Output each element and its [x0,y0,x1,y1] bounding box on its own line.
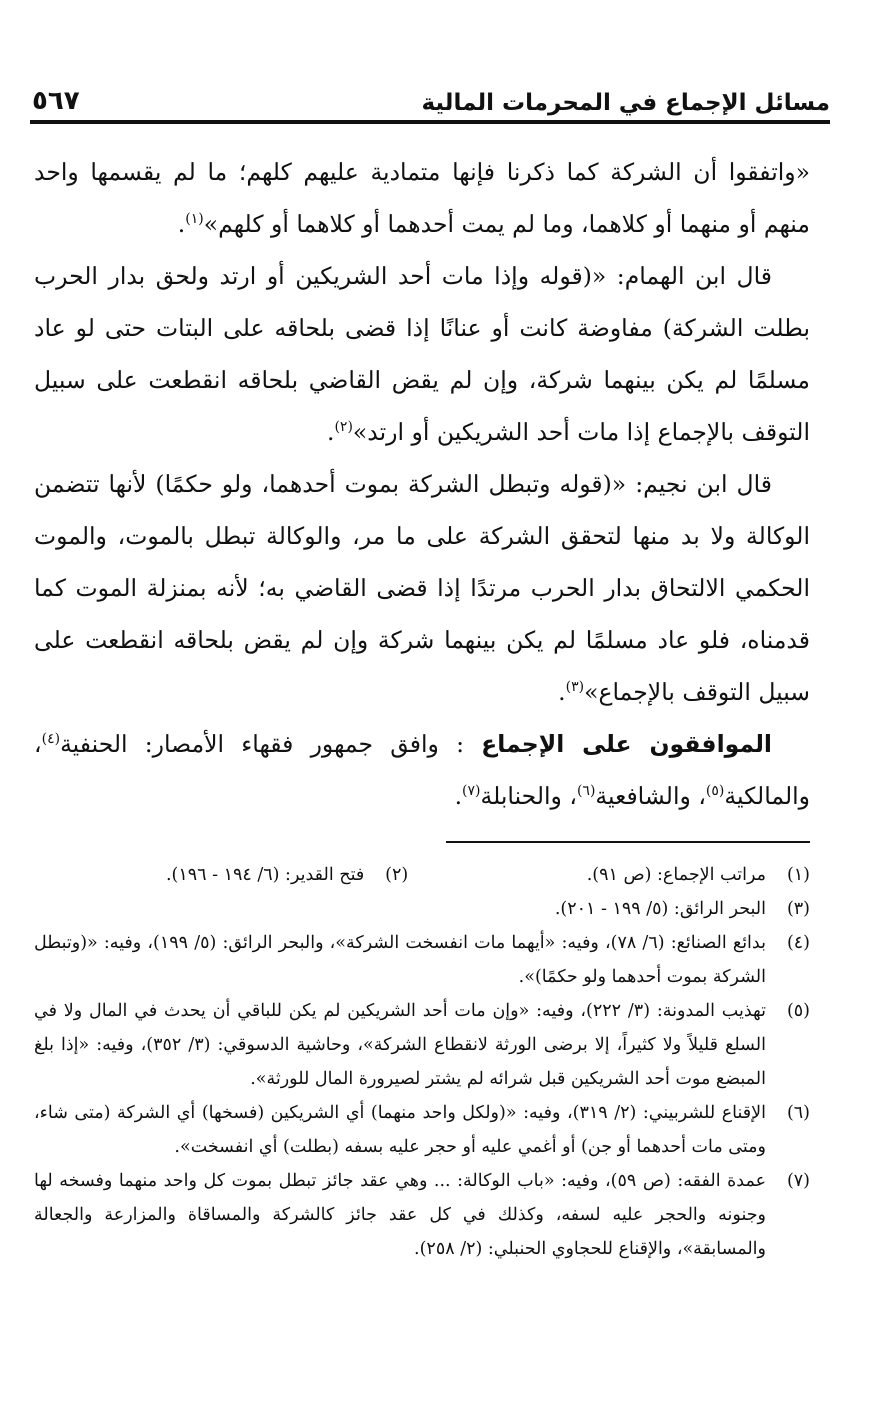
paragraph-agreeing-scholars: الموافقون على الإجماع : وافق جمهور فقهاء الأمصار: الحنفية$^{(٤)}$، والمالكية$^{(٥)}$، والشافعية$^{(٦)}$، والحنابلة$^{(٧)}$. [34,730,810,810]
paragraph-text: ، والشافعية [595,782,706,810]
footnote-number: (٦) [786,1103,810,1123]
main-text [34,146,810,822]
section-heading: الموافقون على الإجماع [481,730,772,758]
paragraph-text: «واتفقوا أن الشركة كما ذكرنا فإنها متمادية عليهم كلهم؛ ما لم يقسمها واحد منهم أو منهما أو كلاهما، وما لم يمت أحدهما أو كلاهما أو كلهم» [34,158,810,238]
footnote-6 [34,1096,810,1164]
footnote-number: (٣) [786,899,810,919]
page-header [30,70,830,122]
footnote-text: مراتب الإجماع: (ص ٩١). [586,865,766,885]
footnote-7 [34,1164,810,1266]
footnote-separator [446,841,810,843]
running-title: مسائل الإجماع في المحرمات المالية [421,90,830,116]
footnote-ref-6: (٦) [576,783,596,800]
paragraph-text: ، والحنابلة [480,782,577,810]
footnote-ref-1: (١) [185,211,204,228]
paragraph-text: قال ابن الهمام: «(قوله وإذا مات أحد الشريكين أو ارتد ولحق بدار الحرب بطلت الشركة) مفاوضة كانت أو عنانًا إذا قضى بلحاقه على البتات حتى لو عاد مسلمًا لم يكن بينهما شركة، وإن لم يقض القاضي بلحاقه انقطعت على سبيل التوقف بالإجماع إذا مات أحد الشريكين أو ارتد» [34,262,810,446]
footnote-ref-7: (٧) [462,783,481,800]
footnote-ref-2: (٢) [334,419,353,436]
footnote-1 [408,858,810,892]
footnote-4 [34,926,810,994]
footnote-text: فتح القدير: (٦/ ١٩٤ - ١٩٦). [165,865,365,885]
paragraph-text: ، والمالكية [34,730,810,810]
footnote-text: بدائع الصنائع: (٦/ ٧٨)، وفيه: «أيهما مات انفسخت الشركة»، والبحر الرائق: (٥/ ١٩٩)، وفيه: «(وتبطل الشركة بموت أحدهما ولو حكمًا)». [34,933,766,987]
footnotes [34,858,810,1266]
footnote-3 [34,892,810,926]
paragraph-text: قال ابن نجيم: «(قوله وتبطل الشركة بموت أحدهما، ولو حكمًا) لأنها تتضمن الوكالة ولا بد منها لتحقق الشركة على ما مر، والوكالة تبطل بالموت، والموت الحكمي الالتحاق بدار الحرب مرتدًا إذا قضى القاضي به؛ لأنه بمنزلة الموت كما قدمناه، فلو عاد مسلمًا لم يكن بينهما شركة وإن لم يقض بلحاقه انقطعت على سبيل التوقف بالإجماع» [34,470,810,706]
footnote-number: (٤) [786,933,810,953]
footnote-ref-5: (٥) [705,783,725,800]
footnote-text: تهذيب المدونة: (٣/ ٢٢٢)، وفيه: «وإن مات أحد الشريكين لم يكن للباقي أن يحدث في المال ولا في السلع قليلاً ولا كثيراً، إلا برضى الورثة لانقطاع الشركة»، وحاشية الدسوقي: (٣/ ٣٥٢)، وفيه: «إذا بلغ المبضع موت أحد الشريكين قبل شرائه لم يشتر لصيرورة المال للورثة». [34,1001,766,1089]
footnote-text: البحر الرائق: (٥/ ١٩٩ - ٢٠١). [554,899,766,919]
footnote-number: (٢) [385,865,409,885]
footnote-text: الإقناع للشربيني: (٢/ ٣١٩)، وفيه: «(ولكل واحد منهما) أي الشريكين (فسخها) أي الشركة (متى شاء، ومتى مات أحدهما أو جن) أو أغمي عليه أو حجر عليه بسفه (بطلت) أي انفسخت». [34,1103,766,1157]
footnote-5 [34,994,810,1096]
paragraph-ibn-al-humam: قال ابن الهمام: «(قوله وإذا مات أحد الشريكين أو ارتد ولحق بدار الحرب بطلت الشركة) مفاوضة كانت أو عنانًا إذا قضى بلحاقه على البتات حتى لو عاد مسلمًا لم يكن بينهما شركة، وإن لم يقض القاضي بلحاقه انقطعت على سبيل التوقف بالإجماع إذا مات أحد الشريكين أو ارتد»$^{(٢)}$. [34,262,810,446]
footnote-text: عمدة الفقه: (ص ٥٩)، وفيه: «باب الوكالة: ... وهي عقد جائز تبطل بموت كل واحد منهما وفسخه لها وجنونه والحجر عليه لسفه، وكذلك في كل عقد جائز كالشركة والمساقاة والمزارعة والجعالة والمسابقة»، والإقناع للحجاوي الحنبلي: (٢/ ٢٥٨). [34,1171,767,1259]
paragraph-ibn-nujaym: قال ابن نجيم: «(قوله وتبطل الشركة بموت أحدهما، ولو حكمًا) لأنها تتضمن الوكالة ولا بد منها لتحقق الشركة على ما مر، والوكالة تبطل بالموت، والموت الحكمي الالتحاق بدار الحرب مرتدًا إذا قضى القاضي به؛ لأنه بمنزلة الموت كما قدمناه، فلو عاد مسلمًا لم يكن بينهما شركة وإن لم يقض بلحاقه انقطعت على سبيل التوقف بالإجماع»$^{(٣)}$. [34,470,810,706]
footnote-row [34,858,810,892]
footnote-number: (١) [786,865,810,885]
footnote-ref-3: (٣) [565,679,585,696]
footnote-number: (٧) [786,1171,810,1191]
footnote-number: (٥) [786,1001,810,1021]
page-number: ٥٦٧ [32,86,80,116]
footnote-ref-4: (٤) [41,731,61,748]
paragraph-quote-ibn-hazm: «واتفقوا أن الشركة كما ذكرنا فإنها متمادية عليهم كلهم؛ ما لم يقسمها واحد منهم أو منهما أو كلاهما، وما لم يمت أحدهما أو كلاهما أو كلهم»$^{(١)}$. [34,158,810,238]
footnote-2 [34,858,408,892]
header-rule [30,120,830,124]
paragraph-text: : وافق جمهور فقهاء الأمصار: الحنفية [60,730,464,758]
